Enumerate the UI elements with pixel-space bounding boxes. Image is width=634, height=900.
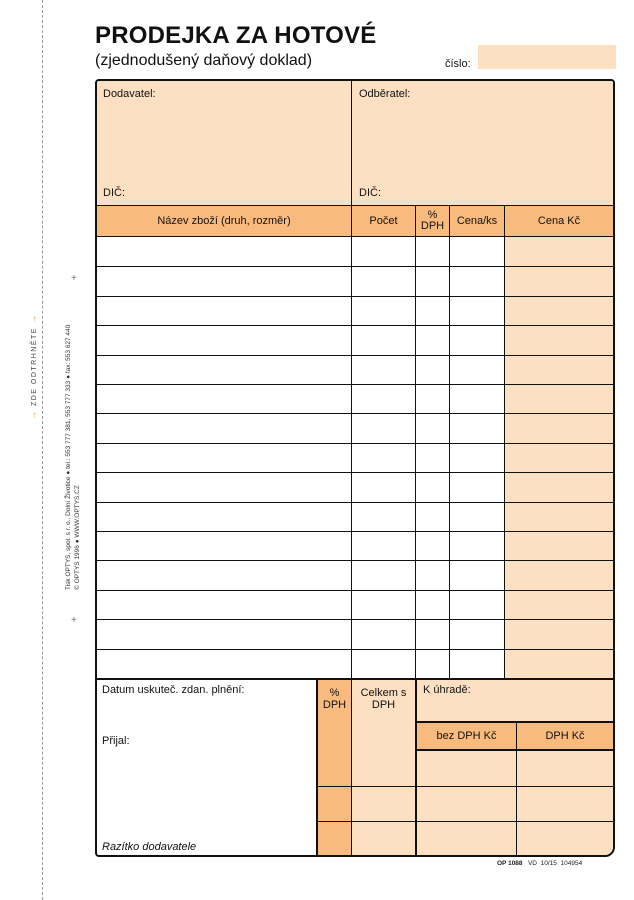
form-code	[497, 860, 582, 867]
column-header-quantity: Počet	[369, 215, 398, 227]
row-divider	[97, 266, 613, 267]
printer-info-line-2: © OPTYS 1996 ● WWW.OPTYS.CZ	[74, 485, 81, 590]
registration-mark-icon: +	[71, 273, 77, 284]
vat-summary-body[interactable]	[417, 751, 613, 855]
printer-info-line-1: Tisk OPTYS, spol. s r. o., Dolní Životice ● tel.: 553 777 381, 553 777 333 ● fax: 553 627 440	[65, 324, 72, 590]
form-serial: 104954	[560, 860, 583, 867]
row-divider	[318, 786, 613, 787]
row-divider	[97, 472, 613, 473]
row-divider	[97, 590, 613, 591]
divider	[516, 723, 517, 855]
form-frame	[95, 79, 615, 857]
row-divider	[97, 296, 613, 297]
arrow-icon: →	[28, 313, 38, 324]
form-code-number: OP 1088	[497, 860, 523, 867]
items-table-body	[97, 237, 613, 678]
row-divider	[97, 619, 613, 620]
row-divider	[97, 502, 613, 503]
amount-due-label: K úhradě:	[423, 684, 471, 696]
column-header-item-name: Název zboží (druh, rozměr)	[157, 215, 291, 227]
column-divider	[449, 206, 450, 678]
document-number-field[interactable]	[478, 45, 616, 69]
printer-info	[64, 325, 82, 590]
vat-amount-header: DPH Kč	[545, 730, 585, 742]
row-divider	[97, 443, 613, 444]
form-date: 10/15	[540, 860, 557, 867]
arrow-icon: →	[28, 409, 38, 420]
net-amount-header: bez DPH Kč	[436, 730, 497, 742]
column-divider	[504, 206, 505, 678]
column-divider	[351, 206, 352, 678]
supplier-tax-id-label: DIČ:	[103, 187, 125, 199]
row-divider	[97, 649, 613, 650]
column-header-unit-price: Cena/ks	[456, 215, 498, 227]
row-divider	[97, 384, 613, 385]
total-with-vat-header: Celkem s DPH	[360, 687, 407, 711]
document-number-label: číslo:	[445, 58, 471, 70]
registration-mark-icon: +	[71, 615, 77, 626]
column-divider	[415, 206, 416, 678]
row-divider	[318, 821, 613, 822]
customer-tax-id-label: DIČ:	[359, 187, 381, 199]
vat-rate-header: % DPH	[322, 687, 347, 711]
document-subtitle: (zjednodušený daňový doklad)	[95, 52, 313, 69]
tax-date-label: Datum uskuteč. zdan. plnění:	[102, 684, 245, 696]
received-by-label: Přijal:	[102, 735, 130, 747]
supplier-stamp-label: Razítko dodavatele	[102, 841, 197, 853]
row-divider	[97, 355, 613, 356]
divider	[351, 81, 352, 205]
tear-off-instruction	[28, 313, 38, 420]
tear-off-text: ZDE ODTRHNĚTE	[31, 327, 38, 407]
row-divider	[97, 325, 613, 326]
column-header-vat-percent: % DPH	[420, 209, 445, 232]
table-row[interactable]	[97, 237, 613, 266]
tear-off-line	[42, 0, 43, 900]
row-divider	[97, 560, 613, 561]
supplier-label: Dodavatel:	[103, 88, 156, 100]
form-variant: VD	[527, 860, 537, 867]
customer-label: Odběratel:	[359, 88, 411, 100]
row-divider	[97, 413, 613, 414]
document-title: PRODEJKA ZA HOTOVÉ	[95, 22, 377, 49]
column-header-price: Cena Kč	[537, 215, 581, 227]
row-divider	[97, 531, 613, 532]
